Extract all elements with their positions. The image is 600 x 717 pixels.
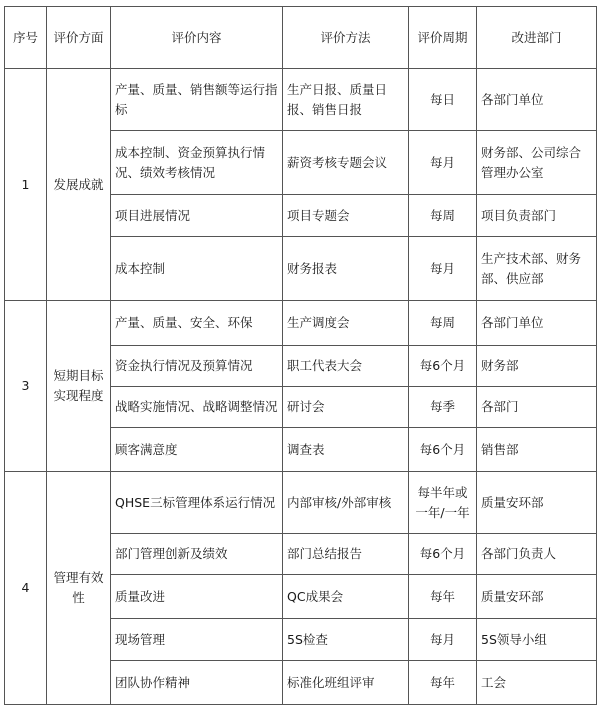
row-dept: 各部门单位 xyxy=(477,69,597,131)
header-seq: 序号 xyxy=(5,7,47,69)
row-cycle: 每月 xyxy=(409,131,477,195)
group-seq: 1 xyxy=(5,69,47,301)
table-row xyxy=(5,472,597,534)
row-dept: 各部门单位 xyxy=(477,301,597,346)
row-content: 质量改进 xyxy=(111,575,283,619)
row-method: 薪资考核专题会议 xyxy=(283,131,409,195)
row-dept: 财务部 xyxy=(477,346,597,387)
row-method: QC成果会 xyxy=(283,575,409,619)
row-content: 部门管理创新及绩效 xyxy=(111,534,283,575)
header-row xyxy=(5,7,597,69)
row-cycle: 每周 xyxy=(409,195,477,237)
row-dept: 各部门负责人 xyxy=(477,534,597,575)
row-method: 标准化班组评审 xyxy=(283,661,409,705)
row-content: 项目进展情况 xyxy=(111,195,283,237)
evaluation-table xyxy=(4,6,597,705)
row-content: 战略实施情况、战略调整情况 xyxy=(111,387,283,428)
row-cycle: 每年 xyxy=(409,661,477,705)
row-cycle: 每年 xyxy=(409,575,477,619)
row-dept: 各部门 xyxy=(477,387,597,428)
row-dept: 质量安环部 xyxy=(477,575,597,619)
row-method: 生产日报、质量日报、销售日报 xyxy=(283,69,409,131)
group-seq: 4 xyxy=(5,472,47,705)
row-method: 项目专题会 xyxy=(283,195,409,237)
row-method: 部门总结报告 xyxy=(283,534,409,575)
row-dept: 质量安环部 xyxy=(477,472,597,534)
row-cycle: 每6个月 xyxy=(409,534,477,575)
row-content: 产量、质量、安全、环保 xyxy=(111,301,283,346)
row-method: 生产调度会 xyxy=(283,301,409,346)
row-method: 财务报表 xyxy=(283,237,409,301)
row-dept: 项目负责部门 xyxy=(477,195,597,237)
row-content: 现场管理 xyxy=(111,619,283,661)
row-cycle: 每月 xyxy=(409,237,477,301)
row-dept: 销售部 xyxy=(477,428,597,472)
header-cycle: 评价周期 xyxy=(409,7,477,69)
header-content: 评价内容 xyxy=(111,7,283,69)
row-dept: 生产技术部、财务部、供应部 xyxy=(477,237,597,301)
row-content: 团队协作精神 xyxy=(111,661,283,705)
row-content: 资金执行情况及预算情况 xyxy=(111,346,283,387)
row-cycle: 每周 xyxy=(409,301,477,346)
row-dept: 工会 xyxy=(477,661,597,705)
header-dept: 改进部门 xyxy=(477,7,597,69)
table-row xyxy=(5,69,597,131)
header-aspect: 评价方面 xyxy=(47,7,111,69)
row-cycle: 每月 xyxy=(409,619,477,661)
row-dept: 财务部、公司综合管理办公室 xyxy=(477,131,597,195)
row-cycle: 每6个月 xyxy=(409,428,477,472)
row-cycle: 每6个月 xyxy=(409,346,477,387)
header-method: 评价方法 xyxy=(283,7,409,69)
group-aspect: 短期目标实现程度 xyxy=(47,301,111,472)
row-method: 调查表 xyxy=(283,428,409,472)
row-method: 内部审核/外部审核 xyxy=(283,472,409,534)
group-aspect: 管理有效性 xyxy=(47,472,111,705)
row-content: 产量、质量、销售额等运行指标 xyxy=(111,69,283,131)
group-seq: 3 xyxy=(5,301,47,472)
row-cycle: 每半年或一年/一年 xyxy=(409,472,477,534)
row-content: 顾客满意度 xyxy=(111,428,283,472)
row-dept: 5S领导小组 xyxy=(477,619,597,661)
row-method: 5S检查 xyxy=(283,619,409,661)
table-row xyxy=(5,301,597,346)
row-content: 成本控制 xyxy=(111,237,283,301)
row-content: 成本控制、资金预算执行情况、绩效考核情况 xyxy=(111,131,283,195)
row-content: QHSE三标管理体系运行情况 xyxy=(111,472,283,534)
row-method: 研讨会 xyxy=(283,387,409,428)
group-aspect: 发展成就 xyxy=(47,69,111,301)
row-method: 职工代表大会 xyxy=(283,346,409,387)
row-cycle: 每季 xyxy=(409,387,477,428)
row-cycle: 每日 xyxy=(409,69,477,131)
